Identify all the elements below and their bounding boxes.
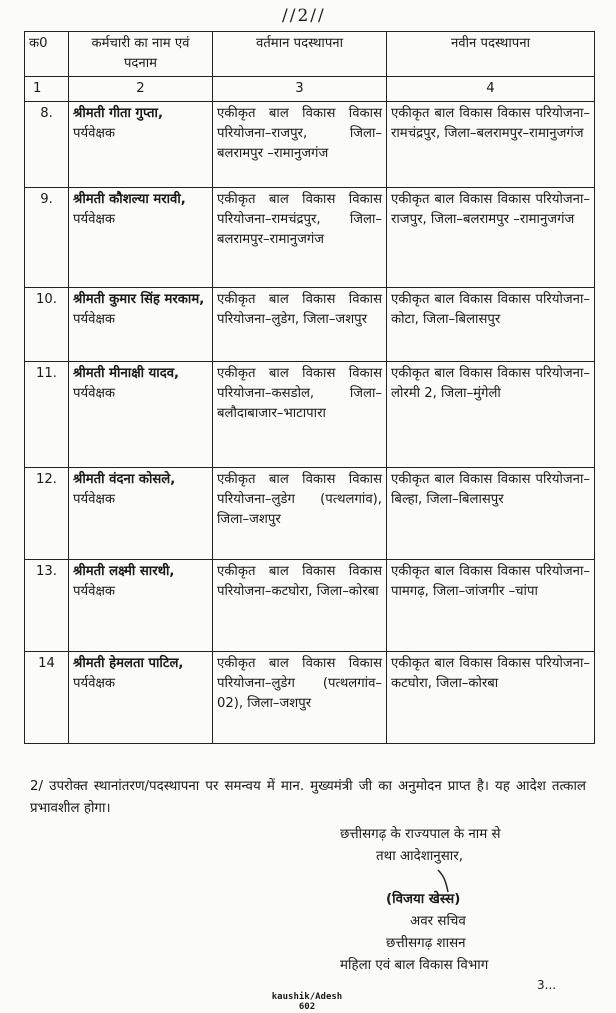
file-number: 602 — [298, 1002, 316, 1012]
header-name: कर्मचारी का नाम एवं पदनाम — [69, 32, 213, 77]
header-row — [25, 32, 595, 77]
new-posting: एकीकृत बाल विकास विकास परियोजना–कटघोरा, जिला–कोरबा — [387, 652, 595, 744]
employee-name-cell — [69, 362, 213, 468]
table-row — [25, 652, 595, 744]
signatory-name: (विजया खेस्स) — [386, 892, 461, 907]
column-number: 4 — [387, 77, 595, 102]
current-posting: एकीकृत बाल विकास विकास परियोजना–कसडोल, जिला–बलौदाबाजार–भाटापारा — [213, 362, 387, 468]
employee-name-cell — [69, 288, 213, 362]
employee-name-cell — [69, 560, 213, 652]
employee-name-cell — [69, 468, 213, 560]
header-serial: क0 — [25, 32, 69, 77]
new-posting: एकीकृत बाल विकास विकास परियोजना–बिल्हा, जिला–बिलासपुर — [387, 468, 595, 560]
table-row — [25, 468, 595, 560]
signatory-department: महिला एवं बाल विकास विभाग — [340, 958, 489, 973]
page-number: //2// — [282, 6, 326, 26]
signatory-designation: अवर सचिव — [410, 914, 466, 929]
employee-name-cell — [69, 102, 213, 188]
current-posting: एकीकृत बाल विकास विकास परियोजना–रामचंद्रपुर, जिला–बलरामपुर–रामानुजगंज — [213, 188, 387, 288]
current-posting: एकीकृत बाल विकास विकास परियोजना–लुडेग (पत्थलगांव), जिला–जशपुर — [213, 468, 387, 560]
employee-name: श्रीमती कौशल्या मरावी, — [73, 192, 186, 207]
table-row — [25, 288, 595, 362]
employee-designation: पर्यवेक्षक — [73, 492, 116, 507]
signatory-government: छत्तीसगढ़ शासन — [386, 936, 466, 951]
employee-name: श्रीमती हेमलता पाटिल, — [73, 656, 184, 671]
employee-name: श्रीमती गीता गुप्ता, — [73, 106, 163, 121]
serial-number: 14 — [25, 652, 69, 744]
table-row — [25, 362, 595, 468]
column-number: 2 — [69, 77, 213, 102]
header-current-posting: वर्तमान पदस्थापना — [213, 32, 387, 77]
employee-name-cell — [69, 652, 213, 744]
serial-number: 11. — [25, 362, 69, 468]
serial-number: 8. — [25, 102, 69, 188]
column-number-row — [25, 77, 595, 102]
signature-line-1: छत्तीसगढ़ के राज्यपाल के नाम से — [340, 827, 501, 842]
table-row — [25, 188, 595, 288]
employee-name: श्रीमती लक्ष्मी सारथी, — [73, 564, 175, 579]
current-posting: एकीकृत बाल विकास विकास परियोजना–लुडेग (पत्थलगांव–02), जिला–जशपुर — [213, 652, 387, 744]
column-number: 1 — [25, 77, 69, 102]
approval-paragraph: 2/ उपरोक्त स्थानांतरण/पदस्थापना पर समन्वय में मान. मुख्यमंत्री जी का अनुमोदन प्राप्त है। यह आदेश तत्काल प्रभावशील होगा। — [30, 779, 586, 816]
new-posting: एकीकृत बाल विकास विकास परियोजना–लोरमी 2, जिला–मुंगेली — [387, 362, 595, 468]
transfer-table — [24, 31, 595, 744]
employee-designation: पर्यवेक्षक — [73, 126, 116, 141]
employee-designation: पर्यवेक्षक — [73, 676, 116, 691]
current-posting: एकीकृत बाल विकास विकास परियोजना–कटघोरा, जिला–कोरबा — [213, 560, 387, 652]
new-posting: एकीकृत बाल विकास विकास परियोजना–रामचंद्रपुर, जिला–बलरामपुर–रामानुजगंज — [387, 102, 595, 188]
employee-designation: पर्यवेक्षक — [73, 212, 116, 227]
current-posting: एकीकृत बाल विकास विकास परियोजना–राजपुर, जिला–बलरामपुर –रामानुजगंज — [213, 102, 387, 188]
employee-designation: पर्यवेक्षक — [73, 584, 116, 599]
employee-name: श्रीमती कुमार सिंह मरकाम, — [73, 292, 205, 307]
employee-name: श्रीमती मीनाक्षी यादव, — [73, 366, 180, 381]
column-number: 3 — [213, 77, 387, 102]
employee-designation: पर्यवेक्षक — [73, 312, 116, 327]
file-reference: kaushik/Adesh — [271, 992, 343, 1002]
employee-designation: पर्यवेक्षक — [73, 386, 116, 401]
table-row — [25, 102, 595, 188]
new-posting: एकीकृत बाल विकास विकास परियोजना–राजपुर, जिला–बलरामपुर –रामानुजगंज — [387, 188, 595, 288]
new-posting: एकीकृत बाल विकास विकास परियोजना–पामगढ़, जिला–जांजगीर –चांपा — [387, 560, 595, 652]
header-new-posting: नवीन पदस्थापना — [387, 32, 595, 77]
serial-number: 9. — [25, 188, 69, 288]
signature-line-2: तथा आदेशानुसार, — [376, 849, 463, 864]
serial-number: 10. — [25, 288, 69, 362]
employee-name-cell — [69, 188, 213, 288]
employee-name: श्रीमती वंदना कोसले, — [73, 472, 176, 487]
current-posting: एकीकृत बाल विकास विकास परियोजना–लुडेग, जिला–जशपुर — [213, 288, 387, 362]
next-page-marker: 3... — [537, 978, 557, 992]
signature-mark — [430, 866, 470, 894]
serial-number: 12. — [25, 468, 69, 560]
table-row — [25, 560, 595, 652]
serial-number: 13. — [25, 560, 69, 652]
new-posting: एकीकृत बाल विकास विकास परियोजना–कोटा, जिला–बिलासपुर — [387, 288, 595, 362]
